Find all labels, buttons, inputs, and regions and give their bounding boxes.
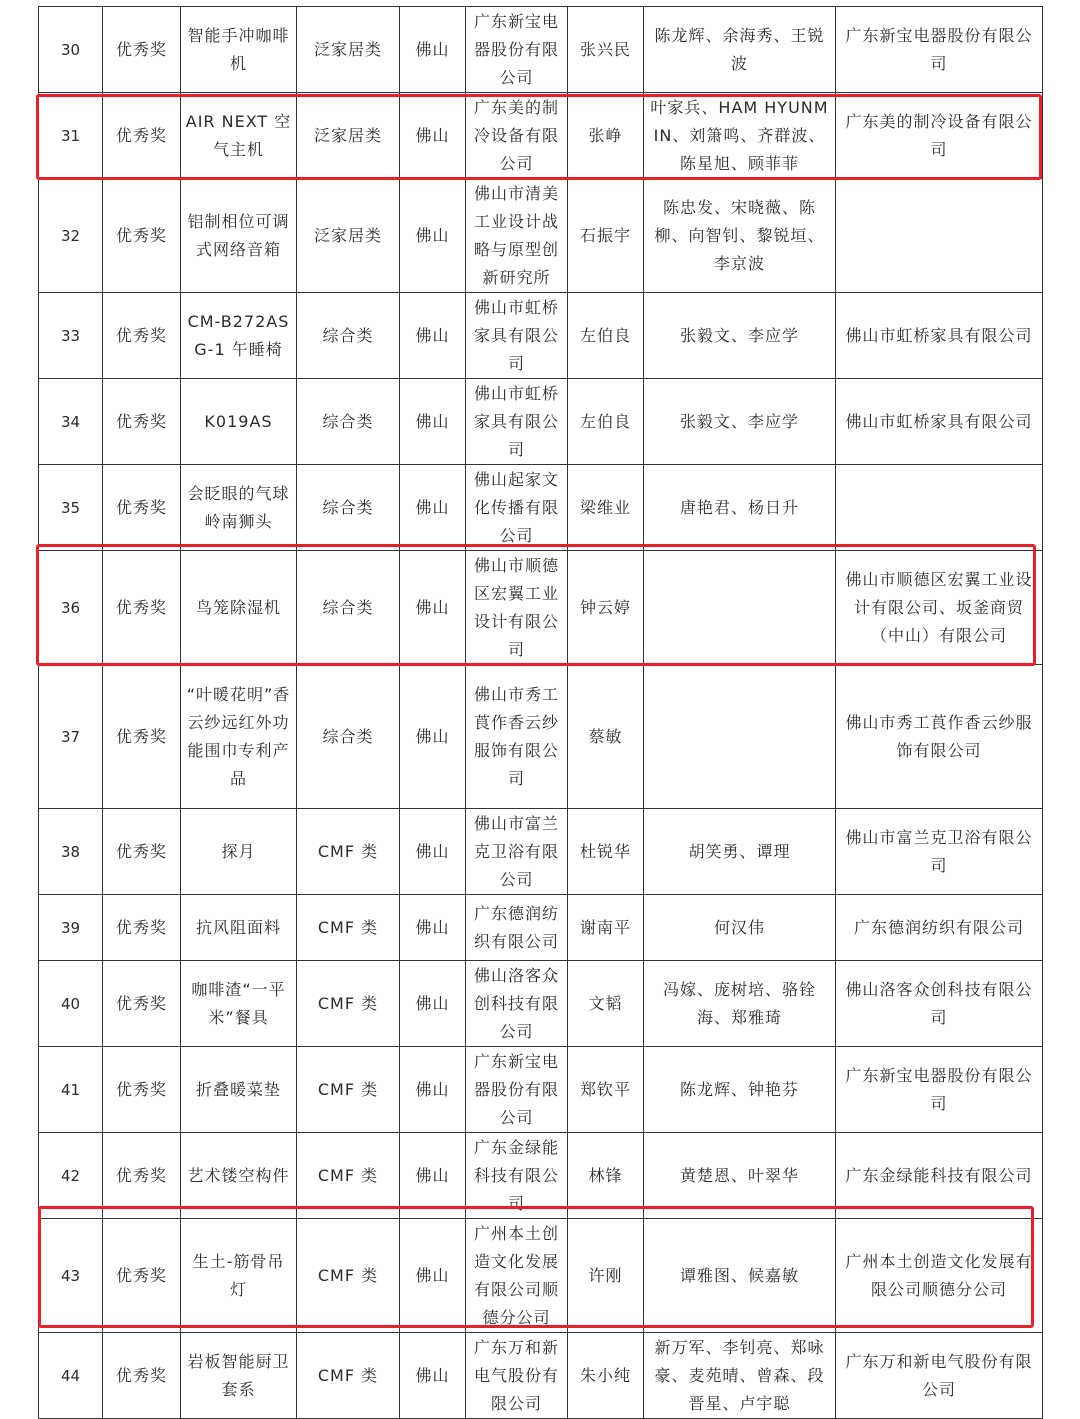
cell-owner: 佛山市顺德区宏翼工业设计有限公司、坂釜商贸（中山）有限公司 xyxy=(836,551,1043,665)
cell-project-name: 探月 xyxy=(181,809,297,895)
cell-owner: 佛山市富兰克卫浴有限公司 xyxy=(836,809,1043,895)
cell-applicant: 佛山市虹桥家具有限公司 xyxy=(466,293,568,379)
cell-leader: 谢南平 xyxy=(568,895,644,961)
cell-project-name: 生土-筋骨吊灯 xyxy=(181,1219,297,1333)
cell-leader: 梁维业 xyxy=(568,465,644,551)
table-row xyxy=(39,179,1043,293)
cell-award: 优秀奖 xyxy=(103,7,181,93)
cell-number: 34 xyxy=(39,379,103,465)
cell-award: 优秀奖 xyxy=(103,961,181,1047)
cell-number: 35 xyxy=(39,465,103,551)
table-row xyxy=(39,895,1043,961)
table-row xyxy=(39,465,1043,551)
cell-leader: 左伯良 xyxy=(568,293,644,379)
cell-owner: 广东美的制冷设备有限公司 xyxy=(836,93,1043,179)
table-row xyxy=(39,1333,1043,1419)
cell-owner: 佛山市虹桥家具有限公司 xyxy=(836,379,1043,465)
cell-members: 冯嫁、庞树培、骆铨海、郑雅琦 xyxy=(644,961,836,1047)
cell-city: 佛山 xyxy=(400,179,466,293)
award-table-wrapper xyxy=(38,6,1042,1419)
cell-award: 优秀奖 xyxy=(103,1219,181,1333)
cell-leader: 杜锐华 xyxy=(568,809,644,895)
cell-number: 30 xyxy=(39,7,103,93)
cell-project-name: 会眨眼的气球岭南狮头 xyxy=(181,465,297,551)
cell-number: 36 xyxy=(39,551,103,665)
cell-members: 陈龙辉、余海秀、王锐波 xyxy=(644,7,836,93)
cell-city: 佛山 xyxy=(400,809,466,895)
cell-category: CMF 类 xyxy=(297,895,400,961)
table-row xyxy=(39,7,1043,93)
cell-number: 32 xyxy=(39,179,103,293)
cell-applicant: 广东金绿能科技有限公司 xyxy=(466,1133,568,1219)
cell-project-name: 抗风阻面料 xyxy=(181,895,297,961)
cell-owner xyxy=(836,179,1043,293)
table-row xyxy=(39,665,1043,809)
cell-city: 佛山 xyxy=(400,465,466,551)
cell-award: 优秀奖 xyxy=(103,665,181,809)
cell-project-name: “叶暖花明”香云纱远红外功能围巾专利产品 xyxy=(181,665,297,809)
cell-number: 44 xyxy=(39,1333,103,1419)
cell-applicant: 佛山市顺德区宏翼工业设计有限公司 xyxy=(466,551,568,665)
cell-leader: 钟云婷 xyxy=(568,551,644,665)
cell-members: 陈忠发、宋晓薇、陈柳、向智钊、黎锐垣、李京波 xyxy=(644,179,836,293)
cell-applicant: 广东万和新电气股份有限公司 xyxy=(466,1333,568,1419)
cell-owner: 佛山洛客众创科技有限公司 xyxy=(836,961,1043,1047)
cell-number: 31 xyxy=(39,93,103,179)
table-row xyxy=(39,1219,1043,1333)
cell-number: 43 xyxy=(39,1219,103,1333)
cell-applicant: 广东新宝电器股份有限公司 xyxy=(466,1047,568,1133)
cell-owner: 广东德润纺织有限公司 xyxy=(836,895,1043,961)
cell-leader: 蔡敏 xyxy=(568,665,644,809)
cell-project-name: K019AS xyxy=(181,379,297,465)
table-body xyxy=(39,7,1043,1419)
cell-award: 优秀奖 xyxy=(103,1133,181,1219)
cell-number: 37 xyxy=(39,665,103,809)
cell-members: 谭雅图、候嘉敏 xyxy=(644,1219,836,1333)
cell-owner: 佛山市虹桥家具有限公司 xyxy=(836,293,1043,379)
cell-award: 优秀奖 xyxy=(103,93,181,179)
cell-category: CMF 类 xyxy=(297,1047,400,1133)
cell-city: 佛山 xyxy=(400,961,466,1047)
cell-owner: 广东新宝电器股份有限公司 xyxy=(836,1047,1043,1133)
cell-category: CMF 类 xyxy=(297,809,400,895)
cell-number: 42 xyxy=(39,1133,103,1219)
table-row xyxy=(39,961,1043,1047)
cell-number: 41 xyxy=(39,1047,103,1133)
table-row xyxy=(39,1047,1043,1133)
cell-project-name: 咖啡渣“一平米”餐具 xyxy=(181,961,297,1047)
cell-owner: 广州本土创造文化发展有限公司顺德分公司 xyxy=(836,1219,1043,1333)
cell-leader: 许刚 xyxy=(568,1219,644,1333)
cell-project-name: AIR NEXT 空气主机 xyxy=(181,93,297,179)
cell-city: 佛山 xyxy=(400,379,466,465)
cell-award: 优秀奖 xyxy=(103,293,181,379)
cell-city: 佛山 xyxy=(400,7,466,93)
cell-owner: 广东万和新电气股份有限公司 xyxy=(836,1333,1043,1419)
table-row xyxy=(39,93,1043,179)
table-row xyxy=(39,379,1043,465)
cell-number: 40 xyxy=(39,961,103,1047)
cell-members: 张毅文、李应学 xyxy=(644,379,836,465)
cell-project-name: 岩板智能厨卫套系 xyxy=(181,1333,297,1419)
cell-owner: 广东新宝电器股份有限公司 xyxy=(836,7,1043,93)
cell-category: CMF 类 xyxy=(297,961,400,1047)
cell-award: 优秀奖 xyxy=(103,895,181,961)
cell-category: 综合类 xyxy=(297,379,400,465)
cell-project-name: 铝制相位可调式网络音箱 xyxy=(181,179,297,293)
cell-category: 泛家居类 xyxy=(297,179,400,293)
cell-city: 佛山 xyxy=(400,93,466,179)
cell-members: 黄楚恩、叶翠华 xyxy=(644,1133,836,1219)
cell-city: 佛山 xyxy=(400,1219,466,1333)
cell-members: 新万军、李钊亮、郑咏豪、麦苑晴、曾森、段晋星、卢宇聪 xyxy=(644,1333,836,1419)
cell-number: 38 xyxy=(39,809,103,895)
cell-owner: 佛山市秀工莨作香云纱服饰有限公司 xyxy=(836,665,1043,809)
cell-award: 优秀奖 xyxy=(103,1333,181,1419)
cell-city: 佛山 xyxy=(400,1333,466,1419)
cell-award: 优秀奖 xyxy=(103,379,181,465)
cell-members: 何汉伟 xyxy=(644,895,836,961)
cell-category: 综合类 xyxy=(297,551,400,665)
cell-leader: 林锋 xyxy=(568,1133,644,1219)
cell-applicant: 佛山市秀工莨作香云纱服饰有限公司 xyxy=(466,665,568,809)
cell-project-name: 折叠暖菜垫 xyxy=(181,1047,297,1133)
table-row xyxy=(39,293,1043,379)
table-row xyxy=(39,551,1043,665)
table-row xyxy=(39,1133,1043,1219)
cell-city: 佛山 xyxy=(400,1047,466,1133)
cell-award: 优秀奖 xyxy=(103,1047,181,1133)
cell-leader: 文韬 xyxy=(568,961,644,1047)
cell-category: 综合类 xyxy=(297,665,400,809)
cell-owner xyxy=(836,465,1043,551)
cell-award: 优秀奖 xyxy=(103,551,181,665)
cell-members xyxy=(644,665,836,809)
cell-number: 33 xyxy=(39,293,103,379)
cell-members: 唐艳君、杨日升 xyxy=(644,465,836,551)
cell-owner: 广东金绿能科技有限公司 xyxy=(836,1133,1043,1219)
cell-members: 胡笑勇、谭理 xyxy=(644,809,836,895)
cell-award: 优秀奖 xyxy=(103,809,181,895)
cell-award: 优秀奖 xyxy=(103,179,181,293)
cell-applicant: 广东新宝电器股份有限公司 xyxy=(466,7,568,93)
cell-leader: 石振宇 xyxy=(568,179,644,293)
cell-project-name: 智能手冲咖啡机 xyxy=(181,7,297,93)
cell-project-name: CM-B272ASG-1 午睡椅 xyxy=(181,293,297,379)
cell-leader: 朱小纯 xyxy=(568,1333,644,1419)
cell-category: 综合类 xyxy=(297,293,400,379)
cell-applicant: 广东美的制冷设备有限公司 xyxy=(466,93,568,179)
cell-applicant: 佛山洛客众创科技有限公司 xyxy=(466,961,568,1047)
cell-award: 优秀奖 xyxy=(103,465,181,551)
cell-members: 张毅文、李应学 xyxy=(644,293,836,379)
cell-number: 39 xyxy=(39,895,103,961)
cell-category: 泛家居类 xyxy=(297,7,400,93)
cell-applicant: 佛山市虹桥家具有限公司 xyxy=(466,379,568,465)
cell-leader: 张峥 xyxy=(568,93,644,179)
award-table xyxy=(38,6,1043,1419)
cell-members: 叶家兵、HAM HYUNMIN、刘箫鸣、齐群波、陈星旭、顾菲菲 xyxy=(644,93,836,179)
cell-city: 佛山 xyxy=(400,293,466,379)
cell-applicant: 佛山市富兰克卫浴有限公司 xyxy=(466,809,568,895)
cell-applicant: 广东德润纺织有限公司 xyxy=(466,895,568,961)
cell-city: 佛山 xyxy=(400,551,466,665)
cell-category: 泛家居类 xyxy=(297,93,400,179)
cell-project-name: 鸟笼除湿机 xyxy=(181,551,297,665)
cell-category: CMF 类 xyxy=(297,1133,400,1219)
cell-applicant: 广州本土创造文化发展有限公司顺德分公司 xyxy=(466,1219,568,1333)
cell-members xyxy=(644,551,836,665)
cell-applicant: 佛山市清美工业设计战略与原型创新研究所 xyxy=(466,179,568,293)
cell-project-name: 艺术镂空构件 xyxy=(181,1133,297,1219)
cell-members: 陈龙辉、钟艳芬 xyxy=(644,1047,836,1133)
cell-leader: 左伯良 xyxy=(568,379,644,465)
cell-category: CMF 类 xyxy=(297,1219,400,1333)
cell-city: 佛山 xyxy=(400,895,466,961)
cell-category: CMF 类 xyxy=(297,1333,400,1419)
cell-leader: 张兴民 xyxy=(568,7,644,93)
cell-applicant: 佛山起家文化传播有限公司 xyxy=(466,465,568,551)
cell-leader: 郑钦平 xyxy=(568,1047,644,1133)
table-row xyxy=(39,809,1043,895)
cell-category: 综合类 xyxy=(297,465,400,551)
cell-city: 佛山 xyxy=(400,1133,466,1219)
cell-city: 佛山 xyxy=(400,665,466,809)
